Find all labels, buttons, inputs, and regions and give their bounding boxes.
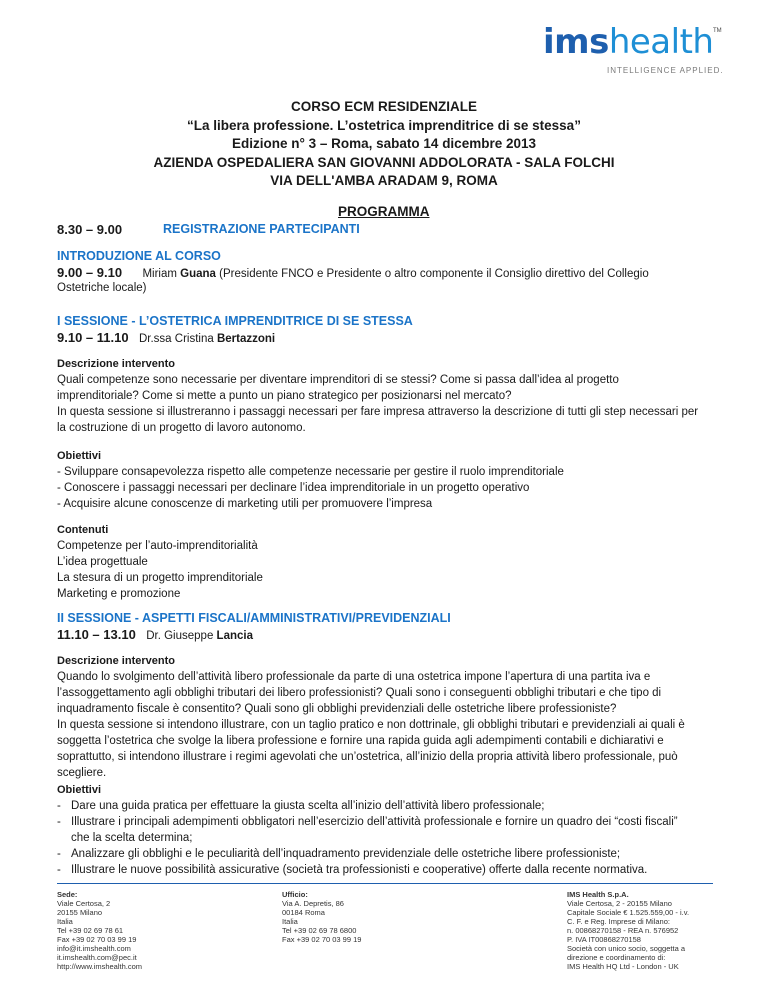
footer-pec-link[interactable]: it.imshealth.com@pec.it [57,953,137,962]
registrazione-time: 8.30 – 9.00 [57,222,123,237]
imshealth-logo [543,22,723,78]
session1-speaker-title: Dr.ssa Cristina [138,333,214,345]
session1-desc-line: Quali competenze sono necessarie per diventare imprenditori di se stessi? Come si passa dall’idea al progetto [57,374,619,386]
intro-speaker-name: Miriam [142,268,177,280]
session2-desc-line: In questa sessione si intendono illustrare, con un taglio pratico e non dottrinale, gli obblighi tributari e previdenziali ai quali è [57,719,685,731]
session2-desc-line: inquadramento fiscale è consentito? Quali sono gli obblighi previdenziali delle ostetriche libere professioniste? [57,703,617,715]
session2-desc-line: scegliere. [57,767,107,779]
title-line-4: AZIENDA OSPEDALIERA SAN GIOVANNI ADDOLORATA - SALA FOLCHI [153,154,615,170]
session1-cont-item: Competenze per l’auto-imprenditorialità [57,540,258,552]
session2-obj-item: - Dare una guida pratica per effettuare la giusta scelta all’inizio dell’attività libero professionale; [57,800,545,812]
session2-obj-item-cont: che la scelta determina; [71,832,193,844]
session2-desc-line: soggetta l’ostetrica che svolge la libera professione e fornire una rapida guida agli adempimenti contabili e dichiarativi e [57,735,664,747]
session2-obj-item: - Illustrare le nuove possibilità assicurative (società tra professionisti e cooperative) offerte dalla recente normativa. [57,864,648,876]
session1-desc-line: la costruzione di un progetto di lavoro autonomo. [57,422,306,434]
session2-speaker-title: Dr. Giuseppe [146,630,214,642]
session1-obj-label: Obiettivi [57,450,102,462]
intro-speaker-role-2: Ostetriche locale) [57,282,147,294]
session2-time: 11.10 – 13.10 [57,627,136,642]
title-line-1: CORSO ECM RESIDENZIALE [290,99,477,114]
footer-ufficio: Ufficio: Via A. Depretis, 86 00184 Roma Italia Tel +39 02 69 78 6800 Fax +39 02 70 03 99 19 [282,890,362,944]
intro-line [57,265,649,280]
intro-heading: INTRODUZIONE AL CORSO [57,249,221,263]
session1-cont-item: L’idea progettuale [57,556,148,568]
session1-obj-item: - Sviluppare consapevolezza rispetto alle competenze necessarie per gestire il ruolo imprenditoriale [57,466,564,478]
session1-time: 9.10 – 11.10 [57,330,129,345]
session1-description [57,356,713,436]
session2-line [57,627,253,642]
footer-email-link[interactable]: info@it.imshealth.com [57,944,131,953]
footer-website-link[interactable]: http://www.imshealth.com [57,962,143,971]
document-title [0,98,768,191]
logo-wordmark: imshealth [543,22,714,62]
footer-divider [57,883,713,884]
session2-desc-line: Quando lo svolgimento dell’attività libero professionale da parte di una ostetrica impone l’apertura di una partita iva e [57,671,651,683]
session2-obj-label: Obiettivi [57,784,102,796]
session1-desc-line: imprenditoriale? Come si mette a punto un piano strategico per posizionarsi nel mercato? [57,390,512,402]
session1-speaker-surname: Bertazzoni [216,333,276,345]
session1-desc-line: In questa sessione si illustreranno i passaggi necessari per fare impresa attraverso la descrizione di tutti gli step necessari per [57,406,699,418]
session2-desc-line: l’assoggettamento agli obblighi tributari dei libero professionisti? Quali sono i conseguenti obblighi tributari e che tipo di [57,687,662,699]
session2-speaker-surname: Lancia [216,630,253,642]
intro-speaker-surname: Guana [180,268,216,280]
title-line-5: VIA DELL'AMBA ARADAM 9, ROMA [270,173,498,188]
session1-objectives [57,448,713,512]
session1-cont-item: La stesura di un progetto imprenditoriale [57,572,263,584]
session1-heading: I SESSIONE - L’OSTETRICA IMPRENDITRICE DI SE STESSA [57,314,413,328]
session2-desc-line: soprattutto, si intendono illustrare i regimi agevolati che un’ostetrica, all’inizio della propria attività libero professionale, può [57,751,678,763]
programma-heading: PROGRAMMA [338,204,430,219]
session2-heading: II SESSIONE - ASPETTI FISCALI/AMMINISTRATIVI/PREVIDENZIALI [57,611,451,625]
session1-obj-item: - Acquisire alcune conoscenze di marketing utili per promuovere l’impresa [57,498,433,510]
logo-tagline: INTELLIGENCE APPLIED. [607,66,724,75]
session1-line [57,330,275,345]
footer-company: IMS Health S.p.A. Viale Certosa, 2 - 20155 Milano Capitale Sociale € 1.525.559,00 - i.v. C. F. e Reg. Imprese di Milano: n. 00868270158 - REA n. 576952 P. IVA IT00868270158 Società con unico socio, soggetta a direzione e coordinamento di: IMS Health HQ Ltd - London - UK [567,890,690,971]
session1-cont-label: Contenuti [57,524,109,536]
session2-desc-label: Descrizione intervento [57,655,175,667]
session2-description [57,653,713,781]
session1-contents [57,522,713,602]
session2-obj-item: - Analizzare gli obblighi e le peculiarità dell’inquadramento previdenziale delle ostetriche libere professioniste; [57,848,621,860]
intro-speaker-role: (Presidente FNCO e Presidente o altro componente il Consiglio direttivo del Collegio [219,268,649,280]
footer-sede: Sede: Viale Certosa, 2 20155 Milano Italia Tel +39 02 69 78 61 Fax +39 02 70 03 99 19 info@it.imshealth.com it.imshealth.com@pec.it http://www.imshealth.com [57,890,143,971]
logo-trademark: TM [713,28,722,34]
session1-obj-item: - Conoscere i passaggi necessari per declinare l’idea imprenditoriale in un progetto operativo [57,482,530,494]
session2-obj-item: - Illustrare i principali adempimenti obbligatori nell’esercizio dell’attività professionale e fornire un quadro dei “costi fiscali” [57,816,678,828]
title-line-2: “La libera professione. L’ostetrica imprenditrice di se stessa” [187,117,581,133]
session2-objectives [57,782,713,878]
registrazione-label: REGISTRAZIONE PARTECIPANTI [163,222,360,236]
session1-cont-item: Marketing e promozione [57,588,181,600]
session1-desc-label: Descrizione intervento [57,358,175,370]
intro-time: 9.00 – 9.10 [57,265,123,280]
title-line-3: Edizione n° 3 – Roma, sabato 14 dicembre 2013 [231,136,536,151]
